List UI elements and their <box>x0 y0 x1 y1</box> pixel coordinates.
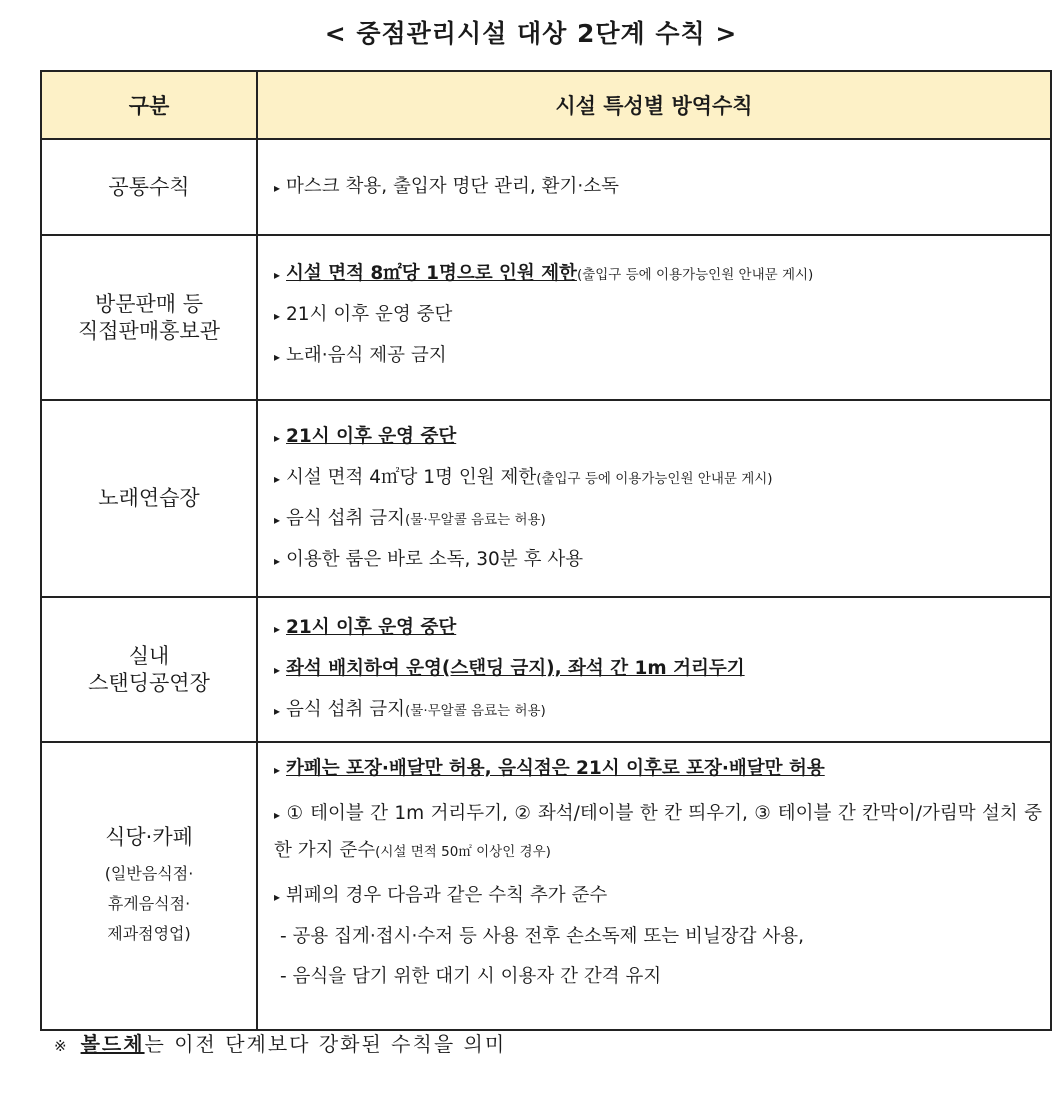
row-rules <box>257 742 1051 1030</box>
row-category <box>41 400 257 597</box>
category-sub-label: 휴게음식점· <box>107 893 191 913</box>
category-label: 스탠딩공연장 <box>88 670 210 695</box>
bullet-icon: ▸ <box>274 350 281 364</box>
category-label: 직접판매홍보관 <box>77 318 220 343</box>
footer-note <box>54 1028 506 1057</box>
list-item: ▸ 시설 면적 4㎡당 1명 인원 제한(출입구 등에 이용가능인원 안내문 게시) <box>274 467 773 488</box>
list-item: ▸ 음식 섭취 금지(물·무알콜 음료는 허용) <box>274 508 546 529</box>
list-item: ▸ 시설 면적 8㎡당 1명으로 인원 제한(출입구 등에 이용가능인원 안내문 게시) <box>274 263 814 284</box>
bullet-icon: ▸ <box>274 180 281 195</box>
list-item: ▸ 21시 이후 운영 중단 <box>274 426 457 447</box>
header-rules: 시설 특성별 방역수칙 <box>257 71 1051 139</box>
row-category <box>41 235 257 400</box>
page-title: < 중점관리시설 대상 2단계 수칙 > <box>324 19 738 48</box>
footer-bold-word: 볼드체 <box>80 1032 145 1056</box>
reference-mark-icon: ※ <box>54 1037 69 1055</box>
row-rules <box>257 597 1051 742</box>
bullet-icon: ▸ <box>274 309 281 323</box>
row-rules <box>257 400 1051 597</box>
row-category <box>41 597 257 742</box>
list-item: ▸ 노래·음식 제공 금지 <box>274 345 447 366</box>
category-sub-label: 제과점영업) <box>107 923 191 943</box>
category-label: 식당·카페 <box>105 824 193 849</box>
row-rules <box>257 235 1051 400</box>
list-item: ▸ 마스크 착용, 출입자 명단 관리, 환기·소독 <box>274 175 620 197</box>
list-item: ▸ ① 테이블 간 1m 거리두기, ② 좌석/테이블 한 칸 띄우기, ③ 테이블 간 칸막이/가림막 설치 중 한 가지 준수(시설 면적 50㎡ 이상인 경우) <box>274 803 1042 861</box>
category-label: 공통수칙 <box>108 174 190 199</box>
footer-text: 는 이전 단계보다 강화된 수칙을 의미 <box>144 1032 507 1056</box>
bullet-icon: ▸ <box>274 622 281 636</box>
table-row <box>41 235 1051 400</box>
category-sub-label: (일반음식점· <box>104 863 194 883</box>
list-item: ▸ 뷔페의 경우 다음과 같은 수칙 추가 준수 <box>274 885 608 906</box>
header-category: 구분 <box>41 71 257 139</box>
table-header-row <box>41 71 1051 139</box>
bullet-icon: ▸ <box>274 431 281 445</box>
bullet-icon: ▸ <box>274 808 281 822</box>
bullet-icon: ▸ <box>274 704 281 718</box>
list-item: ▸ 이용한 룸은 바로 소독, 30분 후 사용 <box>274 549 584 570</box>
bullet-icon: ▸ <box>274 763 281 777</box>
list-item: ▸ 21시 이후 운영 중단 <box>274 617 457 638</box>
table-row <box>41 742 1051 1030</box>
category-label: 방문판매 등 <box>94 291 204 316</box>
list-item: - 공용 집게·접시·수저 등 사용 전후 손소독제 또는 비닐장갑 사용, <box>280 926 805 947</box>
row-category <box>41 139 257 235</box>
table-row <box>41 400 1051 597</box>
rules-table <box>40 70 1052 1031</box>
list-item: ▸ 21시 이후 운영 중단 <box>274 304 453 325</box>
list-item: ▸ 음식 섭취 금지(물·무알콜 음료는 허용) <box>274 699 546 720</box>
bullet-icon: ▸ <box>274 890 281 904</box>
row-rules <box>257 139 1051 235</box>
list-item: - 음식을 담기 위한 대기 시 이용자 간 간격 유지 <box>280 966 662 987</box>
bullet-icon: ▸ <box>274 513 281 527</box>
category-label: 실내 <box>128 643 170 668</box>
bullet-icon: ▸ <box>274 268 281 282</box>
bullet-icon: ▸ <box>274 554 281 568</box>
category-label: 노래연습장 <box>98 486 200 510</box>
row-category <box>41 742 257 1030</box>
table-row <box>41 139 1051 235</box>
table-row <box>41 597 1051 742</box>
list-item: ▸ 좌석 배치하여 운영(스탠딩 금지), 좌석 간 1m 거리두기 <box>274 658 745 679</box>
list-item: ▸ 카페는 포장·배달만 허용, 음식점은 21시 이후로 포장·배달만 허용 <box>274 758 825 779</box>
bullet-icon: ▸ <box>274 472 281 486</box>
bullet-icon: ▸ <box>274 663 281 677</box>
